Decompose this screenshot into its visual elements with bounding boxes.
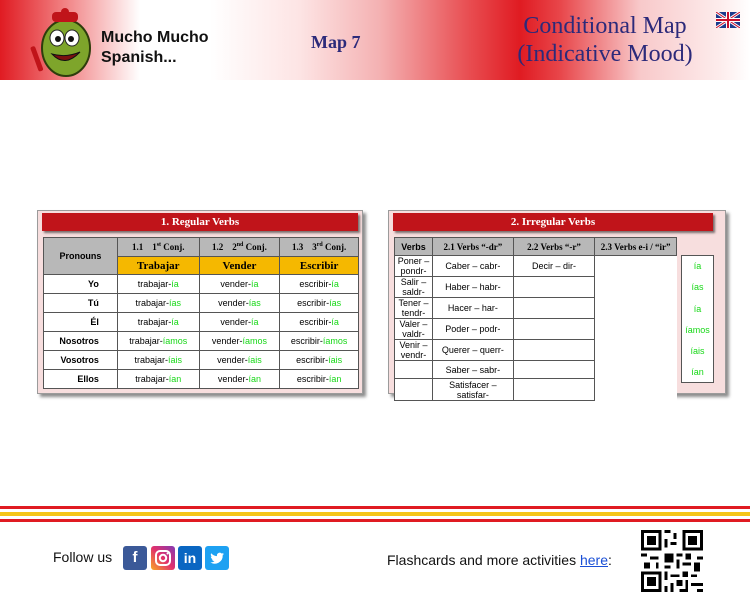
table-row [395, 340, 677, 361]
conjugation-cell [199, 275, 280, 294]
verb-stem: escribir- [297, 298, 330, 308]
brand-line-1: Mucho Mucho [101, 29, 209, 46]
table-row [395, 256, 677, 277]
here-link[interactable]: here [579, 552, 608, 568]
irregular-verb-cell [513, 298, 595, 319]
table-row [395, 319, 677, 340]
table-row [44, 294, 359, 313]
verb-ending: ías [329, 298, 342, 308]
conjugation-cell [199, 294, 280, 313]
verb-ending: ía [331, 279, 339, 289]
header-banner [0, 0, 750, 80]
irregular-verb-cell: Decir – dir- [513, 256, 595, 277]
flashcards-text: Flashcards and more activities here: [387, 552, 612, 568]
conjugation-cell [280, 294, 359, 313]
conjugation-cell [199, 351, 280, 370]
verb-ending: ía [171, 279, 179, 289]
irregular-ending: íamos [685, 324, 710, 335]
verb-ending: ían [168, 374, 182, 384]
verb-ending: íais [247, 355, 262, 365]
conj-header-1: 1.1 1st Conj. [117, 238, 199, 257]
irregular-verb-cell: Haber – habr- [432, 277, 513, 298]
verb-stem: escribir- [296, 355, 329, 365]
pronoun-cell: Yo [44, 275, 118, 294]
verb-ending: ía [331, 317, 339, 327]
conjugation-cell [117, 332, 199, 351]
irregular-verbs-title: 2. Irregular Verbs [393, 213, 713, 231]
irregular-verb-cell: Poder – podr- [432, 319, 513, 340]
verb-ending: ías [169, 298, 182, 308]
footer-stripe-red [0, 506, 750, 509]
verb-stem: trabajar- [135, 374, 169, 384]
verb-stem: escribir- [296, 374, 329, 384]
irregular-verbs-panel [388, 210, 726, 400]
verb-stem: escribir- [299, 317, 332, 327]
verb-stem: escribir- [290, 336, 323, 346]
verb-stem: vender- [211, 336, 243, 346]
qr-code-icon[interactable] [641, 530, 703, 592]
follow-us-label: Follow us [53, 549, 113, 565]
irregular-ending: íais [690, 346, 705, 357]
verb-header-trabajar: Trabajar [117, 257, 199, 275]
table-row [395, 379, 677, 401]
verb-stem: vender- [218, 298, 249, 308]
verb-stem: trabajar- [137, 279, 172, 289]
irregular-verb-cell [513, 340, 595, 361]
verb-ending: ía [250, 317, 259, 327]
verb-header-escribir: Escribir [280, 257, 359, 275]
conjugation-cell [117, 313, 199, 332]
verb-ending: ían [328, 374, 342, 384]
conjugation-cell [199, 332, 280, 351]
irregular-verb-cell: Querer – querr- [432, 340, 513, 361]
verb-stem: vender- [217, 374, 249, 384]
table-row [395, 277, 677, 298]
irregular-ending: ías [691, 282, 704, 293]
table-row [44, 313, 359, 332]
verb-stem: vender- [220, 317, 251, 327]
irregular-ending: ían [691, 367, 704, 378]
conjugation-cell [280, 313, 359, 332]
irregular-col-header-2: 2.2 Verbs “-r” [513, 238, 595, 256]
table-row [44, 275, 359, 294]
irregular-col-header-1: 2.1 Verbs “-dr” [432, 238, 513, 256]
verb-ending: íais [168, 355, 183, 365]
irregular-verb-cell: Hacer – har- [432, 298, 513, 319]
conjugation-cell [117, 351, 199, 370]
conjugation-cell [199, 370, 280, 389]
conjugation-cell [280, 351, 359, 370]
conj-header-3: 1.3 3rd Conj. [280, 238, 359, 257]
instagram-icon[interactable] [151, 546, 175, 570]
verb-stem: escribir- [299, 279, 332, 289]
irregular-verb-cell: Satisfacer – satisfar- [432, 379, 513, 401]
title-line-2: (Indicative Mood) [517, 41, 693, 67]
irregular-verb-cell: Venir – vendr- [395, 340, 433, 361]
table-row [44, 351, 359, 370]
regular-verbs-panel [37, 210, 363, 394]
irregular-verb-cell [513, 379, 595, 401]
conjugation-cell [199, 313, 280, 332]
map-number: Map 7 [311, 32, 361, 52]
irregular-ending: ía [693, 261, 702, 271]
pronoun-cell: Ellos [44, 370, 118, 389]
verb-stem: vender- [217, 355, 248, 365]
irregular-verbs-table [394, 237, 677, 401]
verb-stem: trabajar- [135, 298, 169, 308]
pronoun-cell: Él [44, 313, 118, 332]
irregular-verb-cell [513, 361, 595, 379]
irregular-verb-cell: Poner – pondr- [395, 256, 433, 277]
regular-verbs-title: 1. Regular Verbs [42, 213, 358, 231]
conjugation-cell [280, 332, 359, 351]
verb-stem: vender- [220, 279, 251, 289]
verb-ending: íais [328, 355, 343, 365]
conjugation-cell [117, 294, 199, 313]
verb-ending: ía [250, 279, 259, 289]
conjugation-cell [117, 370, 199, 389]
irregular-verb-cell [395, 379, 433, 401]
table-row [395, 361, 677, 379]
table-row [395, 298, 677, 319]
irregular-verb-cell [513, 277, 595, 298]
brand-line-2: Spanish... [101, 49, 177, 66]
irregular-col-header-3: 2.3 Verbs e-i / “ir” [595, 238, 677, 256]
table-row [44, 332, 359, 351]
linkedin-icon[interactable]: in [178, 546, 202, 570]
verb-stem: trabajar- [134, 355, 168, 365]
irregular-ending: ía [693, 303, 702, 314]
irregular-verb-cell [513, 319, 595, 340]
verb-stem: trabajar- [137, 317, 172, 327]
twitter-icon[interactable] [205, 546, 229, 570]
verbs-label: Verbs [395, 238, 433, 256]
irregular-verb-cell: Saber – sabr- [432, 361, 513, 379]
olive-mascot-icon [28, 6, 100, 78]
verb-stem: trabajar- [129, 336, 163, 346]
pronouns-header: Pronouns [44, 238, 118, 275]
conjugation-cell [280, 275, 359, 294]
irregular-verb-cell [395, 361, 433, 379]
verb-ending: íamos [322, 336, 348, 346]
verb-header-vender: Vender [199, 257, 280, 275]
title-line-1: Conditional Map [523, 13, 687, 39]
regular-verbs-table [43, 237, 359, 389]
conjugation-cell [280, 370, 359, 389]
verb-ending: íamos [162, 336, 188, 346]
endings-column [681, 255, 714, 383]
conj-header-2: 1.2 2nd Conj. [199, 238, 280, 257]
footer-stripe-yellow [0, 512, 750, 516]
irregular-verb-cell: Salir – saldr- [395, 277, 433, 298]
brand-name [101, 28, 209, 68]
uk-flag-icon[interactable] [716, 12, 740, 28]
pronoun-cell: Vosotros [44, 351, 118, 370]
verb-ending: ías [248, 298, 261, 308]
facebook-icon[interactable]: f [123, 546, 147, 570]
verb-ending: ían [248, 374, 261, 384]
irregular-verb-cell: Valer – valdr- [395, 319, 433, 340]
conjugation-cell [117, 275, 199, 294]
verb-ending: íamos [242, 336, 267, 346]
pronoun-cell: Nosotros [44, 332, 118, 351]
irregular-verb-cell: Caber – cabr- [432, 256, 513, 277]
page-title [490, 12, 720, 68]
irregular-verb-cell: Tener – tendr- [395, 298, 433, 319]
footer-stripe-red-2 [0, 519, 750, 522]
table-row [44, 370, 359, 389]
verb-ending: ía [171, 317, 179, 327]
pronoun-cell: Tú [44, 294, 118, 313]
